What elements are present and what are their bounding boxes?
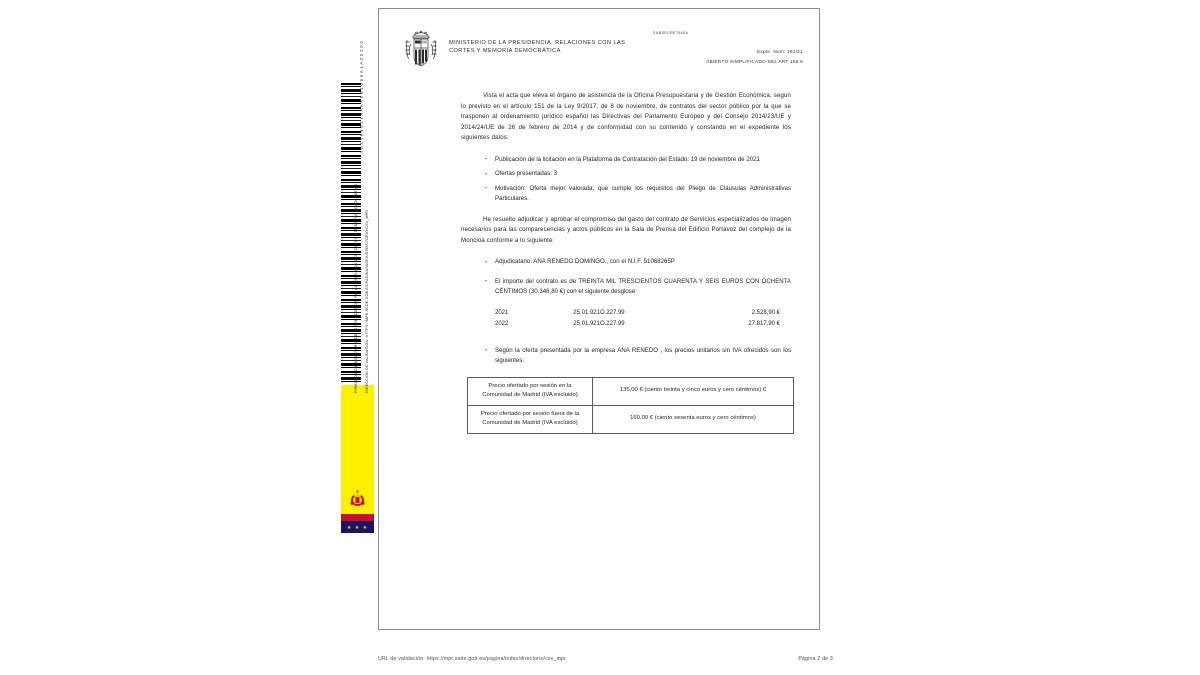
validation-url: URL de validación: https://mpr.sede.gob.es/pagina/index/directorio/csv_mpr xyxy=(378,656,567,662)
unit-price-table xyxy=(467,377,794,434)
page-number: Página 2 de 3 xyxy=(798,656,833,662)
csv-stamp-line-2: FIRMADO POR: MINISTERIO DE LA PRESIDENCIA, RELACIONES CON LAS CORTES Y MEMORIA DEMOCRÁTICA xyxy=(354,183,358,393)
eu-flag-icon xyxy=(341,514,374,533)
price-value-madrid: 135,00 € (ciento treinta y cinco euros y cero céntimos) € xyxy=(593,377,794,405)
document-page xyxy=(378,8,820,630)
resolution-paragraph: He resuelto adjudicar y aprobar el compromiso del gasto del contrato de Servicios especializados de imagen necesarios para las comparecencias y actos públicos en la Sala de Prensa del Edificio Portavoz del complejo de la Moncloa conforme a lo siguiente: xyxy=(461,215,791,244)
budget-code: 25.01.921O.227.99 xyxy=(573,309,625,316)
table-row xyxy=(468,405,794,433)
award-bullet-list xyxy=(461,257,791,298)
spain-coat-of-arms-icon xyxy=(401,27,441,71)
document-footer xyxy=(378,656,833,662)
csv-validation-stamp xyxy=(341,183,374,533)
list-item-precios-unitarios: ▪ Según la oferta presentada por la empresa ANA RENEDO , los precios unitarios sin IVA ofrecidos son los siguientes: xyxy=(485,346,791,367)
table-row xyxy=(468,377,794,405)
procedure-type-label: ABIERTO SIMPLIFICADO DEL ART 159.6 xyxy=(706,59,803,64)
price-label-outside-madrid: Precio ofertado por sesión fuera de la Comunidad de Madrid (IVA excluido) xyxy=(468,405,593,433)
list-item: ▪ Ofertas presentadas: 3 xyxy=(485,169,791,180)
ministry-line-2: CORTES Y MEMORIA DEMOCRÁTICA xyxy=(449,48,561,54)
list-item-importe: ▪ El importe del contrato es de TREINTA MIL TRESCIENTOS CUARENTA Y SEIS EUROS CON OCHENTA CÉNTIMOS (30.346,80 €) con el siguiente desglose: xyxy=(485,277,791,298)
csv-stamp-line-1: DIRECCIÓN DE VALIDACIÓN: HTTPS://MPR.SEDE.GOB.ES/PAGINA/INDEX/DIRECTORIO/CSV_MPR xyxy=(365,209,369,393)
document-header xyxy=(401,23,803,85)
table-row xyxy=(495,308,780,319)
expediente-number: Expte. Num: 281/21 xyxy=(756,49,803,54)
list-item-adjudicatario: ▪ Adjudicatario: ANA RENEDO DOMINGO., con el N.I.F. 51068265P xyxy=(485,257,791,268)
budget-year: 2021 xyxy=(495,309,509,316)
table-row xyxy=(495,319,780,330)
price-label-madrid: Precio ofertado por sesión en la Comunidad de Madrid (IVA excluido) xyxy=(468,377,593,405)
intro-paragraph: Vista el acta que eleva el órgano de asistencia de la Oficina Presupuestaria y de Gestión Económica, según lo previsto en el artículo 151 de la Ley 9/2017, de 8 de noviembre, de contratos del sector público por la que se trasponen al ordenamiento jurídico español las Directivas del Parlamento Europeo y del Consejo 2014/23/UE y 2014/24/UE de 26 de febrero de 2014 y de conformidad con su contenido y constando en el expediente los siguientes datos: xyxy=(461,92,791,141)
budget-amount: 2.528,90 € xyxy=(751,309,780,316)
header-right-block xyxy=(643,31,803,64)
document-margin-strip xyxy=(341,40,374,533)
budget-year: 2022 xyxy=(495,320,509,327)
list-item: ▪ Motivación: Oferta mejor valorada, que cumple los requisitos del Pliego de Cláusulas Administrativas Particulares. xyxy=(485,184,791,205)
budget-amount: 27.817,90 € xyxy=(748,320,780,327)
unit-price-bullet-list xyxy=(461,346,791,367)
budget-breakdown-table xyxy=(495,308,780,330)
stamp-coat-of-arms-icon xyxy=(347,489,368,509)
barcode-label: 2 6 4 4 6 9 4 2 1 A A A 6 9 B 1 0 5 6 A 1 A 2 5 2 0 0 xyxy=(359,40,364,153)
data-bullet-list xyxy=(461,155,791,205)
document-body xyxy=(461,91,791,434)
stamp-stars: ★ ★ ★ xyxy=(346,525,369,531)
ministry-line-1: MINISTERIO DE LA PRESIDENCIA, RELACIONES CON LAS xyxy=(449,40,626,46)
ministry-name xyxy=(449,39,659,55)
list-item: ▪ Publicación de la licitación en la Plataforma de Contratación del Estado: 19 de noviembre de 2021 xyxy=(485,155,791,166)
subsecretaria-label: SUBSECRETARÍA xyxy=(653,31,689,35)
budget-code: 25.01.921O.227.99 xyxy=(573,320,625,327)
price-value-outside-madrid: 160,00 € (ciento sesenta euros y cero céntimos) xyxy=(593,405,794,433)
